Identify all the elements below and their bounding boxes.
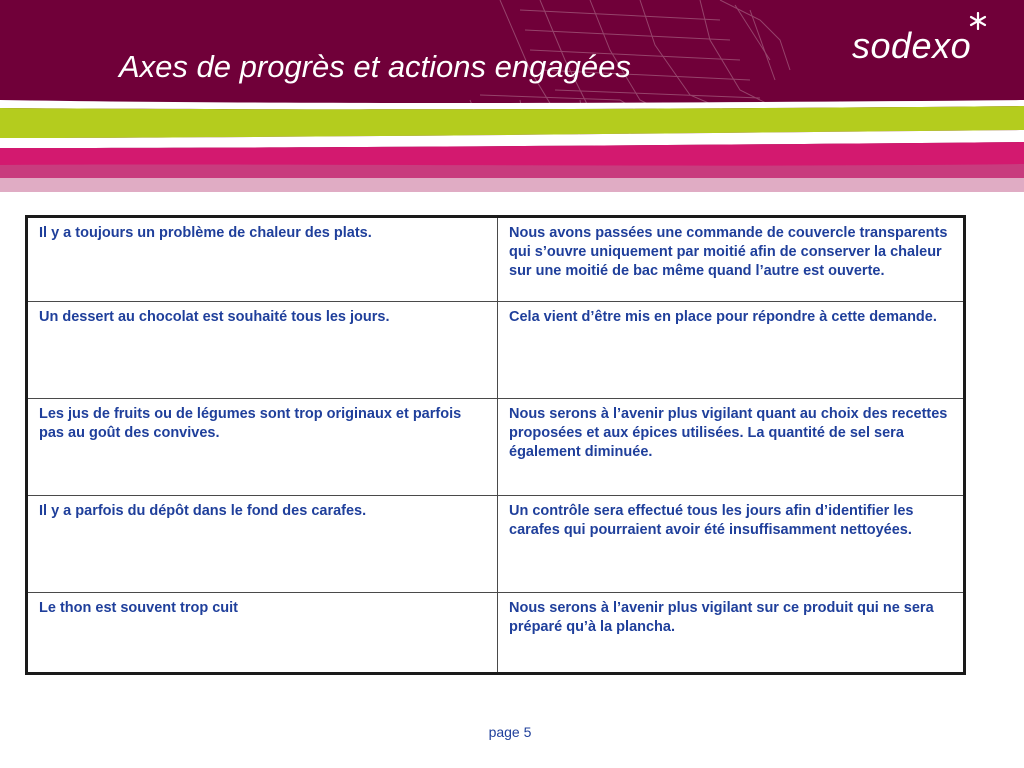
- table-row: [27, 496, 965, 593]
- table-row: [27, 302, 965, 399]
- action-cell: Nous avons passées une commande de couvercle transparents qui s’ouvre uniquement par moitié afin de conserver la chaleur sur une moitié de bac même quand l’autre est ouverte.: [498, 217, 965, 302]
- issue-cell: Il y a parfois du dépôt dans le fond des carafes.: [27, 496, 498, 593]
- logo-wordmark: sodexo: [852, 25, 972, 66]
- issue-cell: Il y a toujours un problème de chaleur des plats.: [27, 217, 498, 302]
- issue-cell: Les jus de fruits ou de légumes sont trop originaux et parfois pas au goût des convives.: [27, 399, 498, 496]
- issue-cell: Un dessert au chocolat est souhaité tous les jours.: [27, 302, 498, 399]
- table-row: [27, 593, 965, 674]
- action-cell: Nous serons à l’avenir plus vigilant quant au choix des recettes proposées et aux épices utilisées. La quantité de sel sera également diminuée.: [498, 399, 965, 496]
- table-row: [27, 217, 965, 302]
- table-row: [27, 399, 965, 496]
- issue-cell: Le thon est souvent trop cuit: [27, 593, 498, 674]
- star-icon: [969, 12, 987, 30]
- header-band-bottom: [0, 178, 1024, 192]
- header-banner: [0, 0, 1024, 192]
- action-cell: Un contrôle sera effectué tous les jours afin d’identifier les carafes qui pourraient avoir été insuffisamment nettoyées.: [498, 496, 965, 593]
- feedback-table-container: [25, 215, 966, 675]
- feedback-table: [25, 215, 966, 675]
- page-number: page 5: [488, 724, 532, 740]
- action-cell: Cela vient d’être mis en place pour répondre à cette demande.: [498, 302, 965, 399]
- sodexo-logo: [852, 10, 1002, 66]
- page-title: Axes de progrès et actions engagées: [119, 49, 631, 84]
- action-cell: Nous serons à l’avenir plus vigilant sur ce produit qui ne sera préparé qu’à la plancha.: [498, 593, 965, 674]
